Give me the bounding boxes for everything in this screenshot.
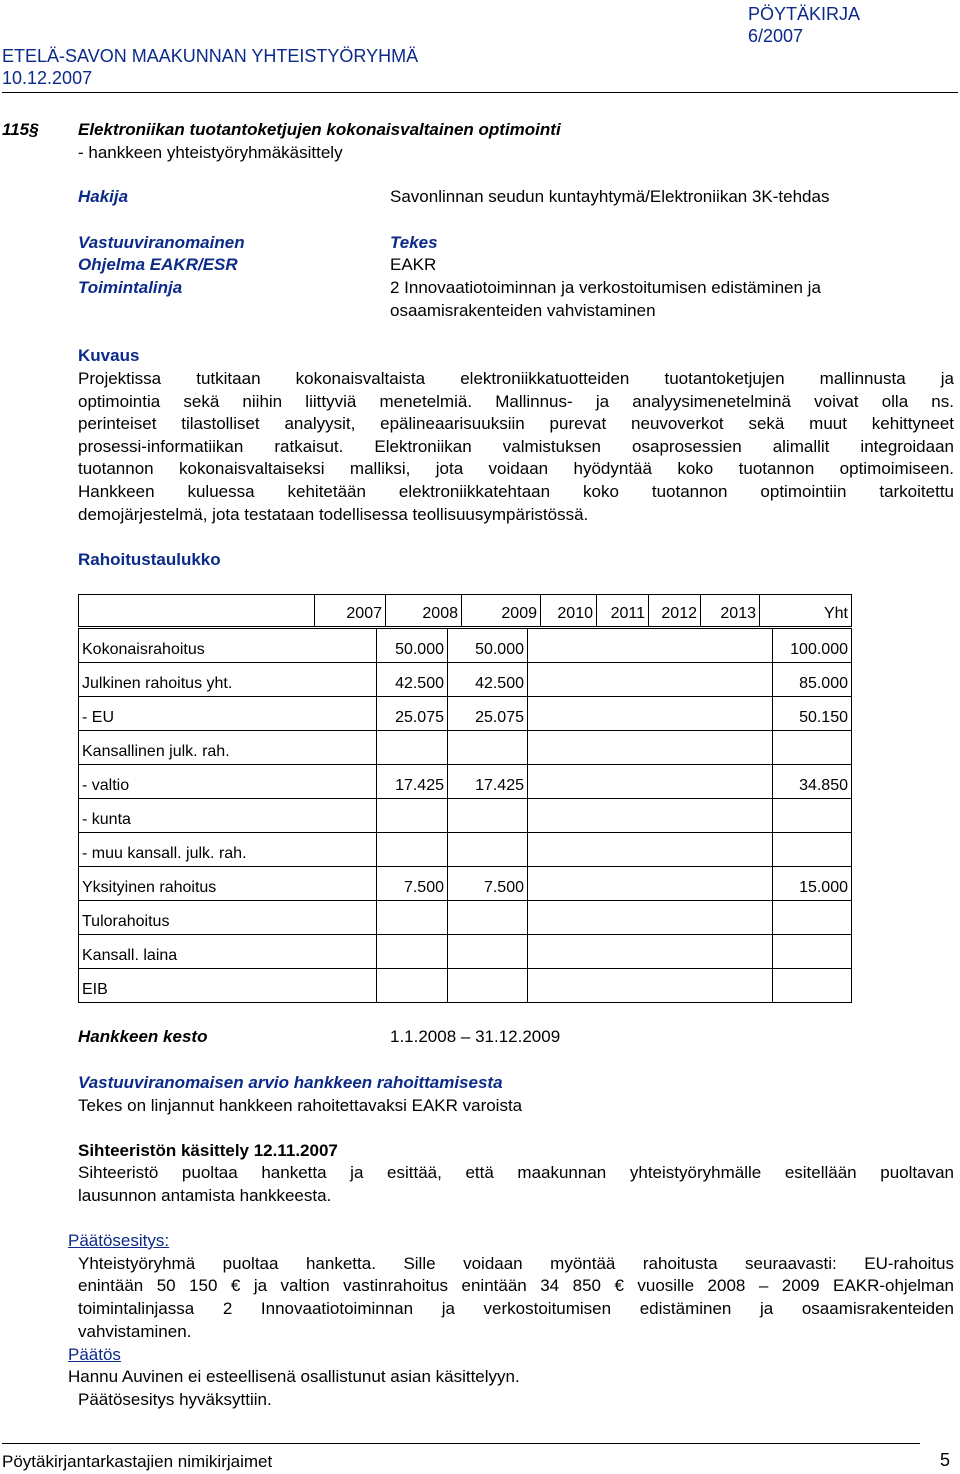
doc-number: 6/2007: [748, 26, 804, 46]
vastuuviranomainen-value: Tekes: [390, 233, 438, 252]
value-2009: [448, 901, 528, 935]
value-total: [773, 969, 852, 1003]
table-row: [79, 799, 852, 833]
row-label: - EU: [79, 697, 377, 731]
paatosesitys-text: enintään 50 150 € ja valtion vastinrahoitus enintään 34 850 € vuosille 2008 – 2009 EAKR-ohjelman: [78, 1276, 954, 1295]
kuvaus-line: Hankkeen kuluessa kehitetään elektroniikkatehtaan koko tuotannon optimointiin tarkoitettu: [78, 482, 954, 501]
value-2008: [377, 935, 448, 969]
value-2009: 7.500: [448, 867, 528, 901]
value-total: [773, 799, 852, 833]
table-row: [79, 969, 852, 1003]
row-label: Kansall. laina: [79, 935, 377, 969]
kuvaus-line: optimointia sekä niihin liittyviä menetelmiä. Mallinnus- ja analyysimenetelminä voivat olla ns.: [78, 392, 954, 411]
row-label: - valtio: [79, 765, 377, 799]
value-2009: 25.075: [448, 697, 528, 731]
hakija-label: Hakija: [78, 187, 129, 206]
column-header: 2008: [386, 595, 462, 627]
kesto-label: Hankkeen kesto: [78, 1027, 208, 1046]
value-2009: [448, 969, 528, 1003]
value-2009: 17.425: [448, 765, 528, 799]
financing-table: [78, 594, 852, 627]
value-2008: 50.000: [377, 629, 448, 663]
table-row: [79, 697, 852, 731]
header-divider: [2, 92, 958, 93]
empty-years-cell: [528, 969, 773, 1003]
column-header: 2013: [701, 595, 760, 627]
page-number: 5: [940, 1450, 951, 1470]
value-2008: [377, 901, 448, 935]
kesto-value: 1.1.2008 – 31.12.2009: [390, 1027, 561, 1046]
vastuuviranomainen-label: Vastuuviranomainen: [78, 233, 245, 252]
table-row: [79, 663, 852, 697]
paatos-text: Hannu Auvinen ei esteellisenä osallistunut asian käsittelyyn.: [68, 1367, 520, 1386]
value-total: 100.000: [773, 629, 852, 663]
paatosesitys-heading: Päätösesitys:: [68, 1231, 170, 1250]
value-total: 15.000: [773, 867, 852, 901]
value-2009: 42.500: [448, 663, 528, 697]
financing-table-body: [78, 628, 852, 1003]
kuvaus-line: perinteiset tilastolliset analyysit, epälineaarisuuksiin purevat neuvoverkot sekä muut kehittyneet: [78, 414, 954, 433]
column-header: 2010: [541, 595, 597, 627]
row-label: Kokonaisrahoitus: [79, 629, 377, 663]
value-total: [773, 731, 852, 765]
section-number: 115§: [2, 120, 39, 139]
toimintalinja-value: 2 Innovaatiotoiminnan ja verkostoitumisen edistäminen ja: [390, 278, 821, 297]
organization-name: ETELÄ-SAVON MAAKUNNAN YHTEISTYÖRYHMÄ: [2, 46, 419, 66]
empty-years-cell: [528, 799, 773, 833]
kuvaus-line: prosessi-informatiikan ratkaisut. Elektroniikan valmistuksen osaprosessien alimallit integroidaan: [78, 437, 954, 456]
meeting-date: 10.12.2007: [2, 68, 93, 88]
row-label: Julkinen rahoitus yht.: [79, 663, 377, 697]
sihteeristo-text: lausunnon antamista hankkeesta.: [78, 1186, 332, 1205]
section-subtitle: - hankkeen yhteistyöryhmäkäsittely: [78, 143, 343, 162]
column-header: 2011: [597, 595, 649, 627]
value-total: 50.150: [773, 697, 852, 731]
row-label: Tulorahoitus: [79, 901, 377, 935]
column-header: Yht: [760, 595, 852, 627]
value-total: [773, 935, 852, 969]
row-label: Yksityinen rahoitus: [79, 867, 377, 901]
value-2009: 50.000: [448, 629, 528, 663]
value-2008: [377, 969, 448, 1003]
paatosesitys-text: vahvistaminen.: [78, 1322, 192, 1341]
table-row: [79, 731, 852, 765]
value-total: [773, 901, 852, 935]
value-2008: [377, 799, 448, 833]
column-header: 2009: [462, 595, 541, 627]
paatosesitys-text: toimintalinjassa 2 Innovaatiotoiminnan ja verkostoitumisen edistäminen ja osaamisrakenteiden: [78, 1299, 954, 1318]
table-row: [79, 867, 852, 901]
value-2008: [377, 731, 448, 765]
paatosesitys-text: Yhteistyöryhmä puoltaa hanketta. Sille voidaan myöntää rahoitusta seuraavasti: EU-rahoitus: [78, 1254, 954, 1273]
sihteeristo-text: Sihteeristö puoltaa hanketta ja esittää, että maakunnan yhteistyöryhmälle esitellään puoltavan: [78, 1163, 954, 1182]
value-2009: [448, 833, 528, 867]
row-label: - kunta: [79, 799, 377, 833]
rahoitustaulukko-heading: Rahoitustaulukko: [78, 550, 221, 569]
value-2008: 7.500: [377, 867, 448, 901]
table-row: [79, 935, 852, 969]
value-2009: [448, 731, 528, 765]
footer-text: Pöytäkirjantarkastajien nimikirjaimet: [2, 1452, 273, 1471]
value-2009: [448, 799, 528, 833]
kuvaus-line: demojärjestelmä, jota testataan todellisessa teollisuusympäristössä.: [78, 505, 589, 524]
arvio-text: Tekes on linjannut hankkeen rahoitettavaksi EAKR varoista: [78, 1096, 523, 1115]
value-2008: [377, 833, 448, 867]
table-row: [79, 901, 852, 935]
row-label: - muu kansall. julk. rah.: [79, 833, 377, 867]
paatos-text: Päätösesitys hyväksyttiin.: [78, 1390, 272, 1409]
ohjelma-label: Ohjelma EAKR/ESR: [78, 255, 238, 274]
table-row: [79, 833, 852, 867]
value-total: 85.000: [773, 663, 852, 697]
value-2008: 42.500: [377, 663, 448, 697]
doc-type: PÖYTÄKIRJA: [748, 4, 861, 24]
header-empty-cell: [79, 595, 315, 627]
empty-years-cell: [528, 867, 773, 901]
column-header: 2007: [315, 595, 386, 627]
empty-years-cell: [528, 731, 773, 765]
value-total: [773, 833, 852, 867]
kuvaus-heading: Kuvaus: [78, 346, 140, 365]
toimintalinja-label: Toimintalinja: [78, 278, 183, 297]
empty-years-cell: [528, 901, 773, 935]
paatos-heading: Päätös: [68, 1345, 121, 1364]
value-total: 34.850: [773, 765, 852, 799]
row-label: EIB: [79, 969, 377, 1003]
empty-years-cell: [528, 765, 773, 799]
value-2008: 17.425: [377, 765, 448, 799]
value-2009: [448, 935, 528, 969]
kuvaus-line: tuotannon kokonaisvaltaiseksi malliksi, jota voidaan hyödyntää koko tuotannon optimoimiseen.: [78, 459, 954, 478]
sihteeristo-heading: Sihteeristön käsittely 12.11.2007: [78, 1141, 338, 1160]
row-label: Kansallinen julk. rah.: [79, 731, 377, 765]
column-header: 2012: [649, 595, 701, 627]
table-row: [79, 765, 852, 799]
value-2008: 25.075: [377, 697, 448, 731]
empty-years-cell: [528, 629, 773, 663]
arvio-heading: Vastuuviranomaisen arvio hankkeen rahoittamisesta: [78, 1073, 503, 1092]
empty-years-cell: [528, 663, 773, 697]
toimintalinja-value-cont: osaamisrakenteiden vahvistaminen: [390, 301, 656, 320]
hakija-value: Savonlinnan seudun kuntayhtymä/Elektroniikan 3K-tehdas: [390, 187, 830, 206]
footer-divider: [2, 1443, 920, 1444]
table-row: [79, 629, 852, 663]
table-header-row: [79, 595, 852, 627]
ohjelma-value: EAKR: [390, 255, 437, 274]
empty-years-cell: [528, 833, 773, 867]
empty-years-cell: [528, 935, 773, 969]
empty-years-cell: [528, 697, 773, 731]
section-title: Elektroniikan tuotantoketjujen kokonaisvaltainen optimointi: [78, 120, 561, 139]
kuvaus-line: Projektissa tutkitaan kokonaisvaltaista elektroniikkatuotteiden tuotantoketjujen mallinnusta ja: [78, 369, 954, 388]
